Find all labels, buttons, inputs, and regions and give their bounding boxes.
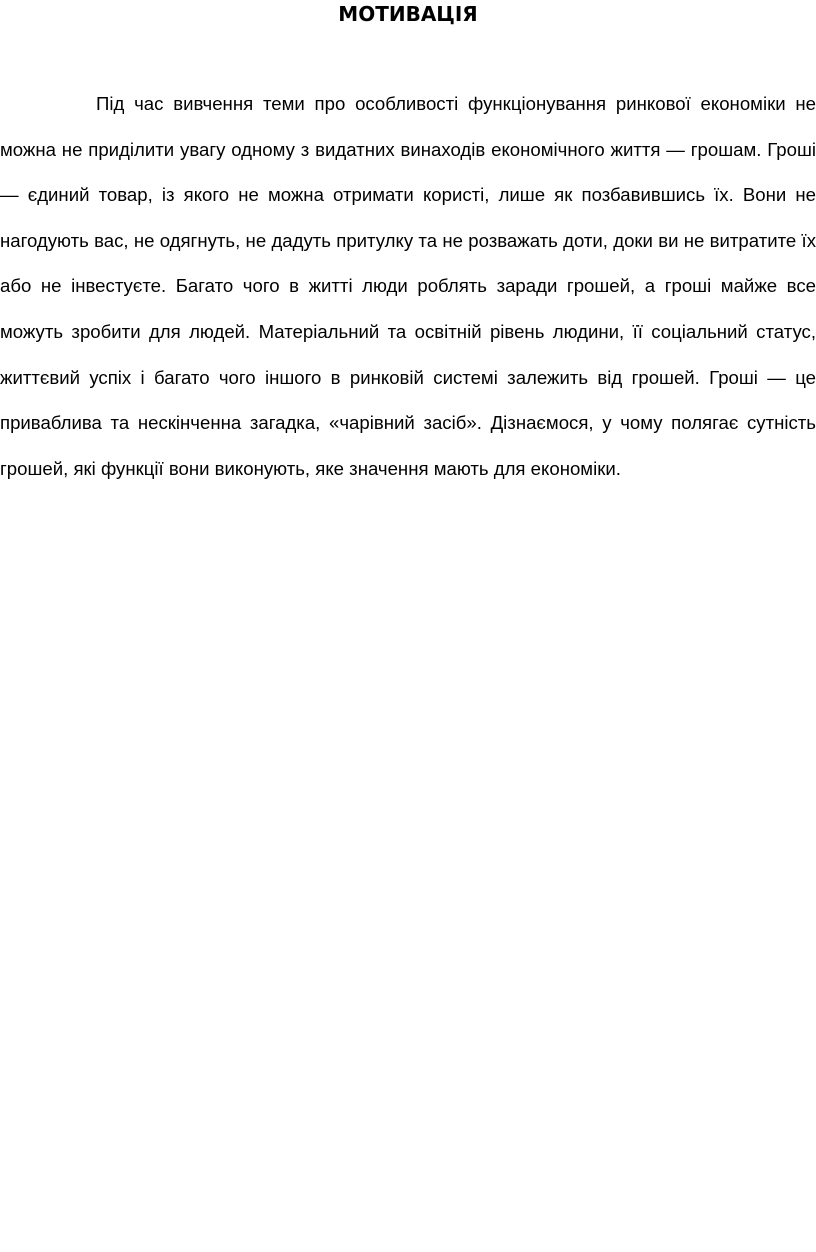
body-paragraph: Під час вивчення теми про особливості функціонування ринкової економіки не можна не приділити увагу одному з видатних винаходів економічного життя — грошам. Гроші — єдиний товар, із якого не можна отримати користі, лише як позбавившись їх. Вони не нагодують вас, не одягнуть, не дадуть притулку та не розважать доти, доки ви не витратите їх або не інвестуєте. Багато чого в житті люди роблять заради грошей, а гроші майже все можуть зробити для людей. Матеріальний та освітній рівень людини, її соціальний статус, життєвий успіх і багато чого іншого в ринковій системі залежить від грошей. Гроші — це приваблива та нескінченна загадка, «чарівний засіб». Дізнаємося, у чому полягає сутність грошей, які функції вони виконують, яке значення мають для економіки.	[0, 93, 816, 479]
page-title: МОТИВАЦІЯ	[338, 2, 478, 26]
